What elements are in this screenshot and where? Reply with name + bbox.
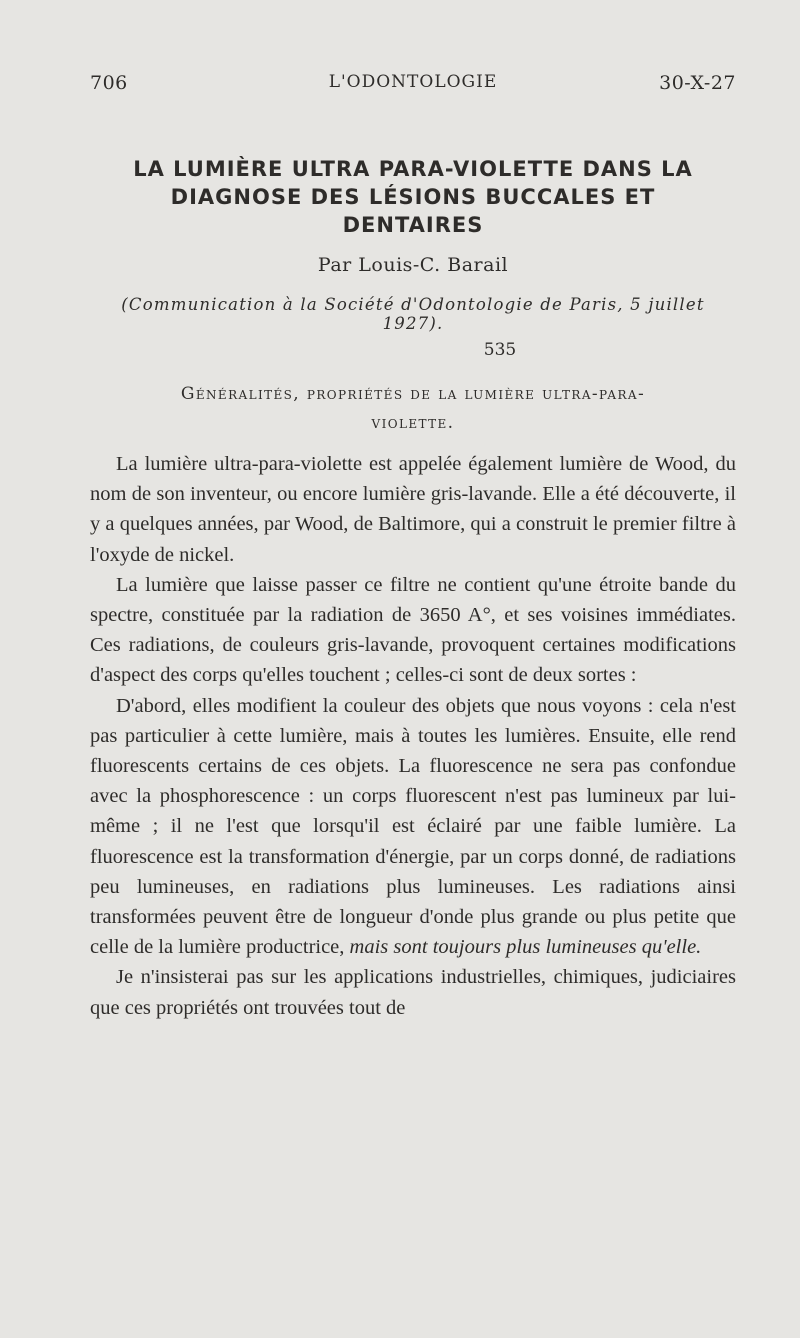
communication-note: (Communication à la Société d'Odontologie de Paris, 5 juillet 1927). <box>121 295 705 333</box>
issue-date: 30-X-27 <box>659 72 736 94</box>
paragraph-text: Je n'insisterai pas sur les applications industrielles, chimiques, judiciaires que ces propriétés ont trouvées tout de <box>90 966 736 1019</box>
section-heading-line-2: violette. <box>371 413 455 433</box>
paragraph-text: D'abord, elles modifient la couleur des objets que nous voyons : cela n'est pas particulier à cette lumière, mais à toutes les lumières. Ensuite, elle rend fluorescents certains de ces objets. La fluorescence ne sera pas confondue avec la phosphorescence : un corps fluorescent n'est pas lumineux par lui-même ; il ne l'est que lorsqu'il est éclairé par une faible lumière. La fluorescence est la transformation d'énergie, par un corps donné, de radiations peu lumineuses, en radiations plus lumineuses. Les radiations ainsi transformées peuvent être de longueur d'onde plus grande ou plus petite que celle de la lumière productrice, <box>90 694 736 959</box>
author-line: Par Louis-C. Barail <box>317 254 509 276</box>
section-heading-line-1: Généralités, propriétés de la lumière ultra-para- <box>180 384 646 404</box>
paragraph <box>90 449 736 570</box>
paragraph <box>90 570 736 691</box>
running-header <box>90 72 736 100</box>
title-line-1: LA LUMIÈRE ULTRA PARA-VIOLETTE DANS LA <box>133 157 693 181</box>
section-heading <box>90 380 736 438</box>
paragraph-text: La lumière ultra-para-violette est appelée également lumière de Wood, du nom de son inventeur, ou encore lumière gris-lavande. Elle a été découverte, il y a quelques années, par Wood, de Baltimore, qui a construit le premier filtre à l'oxyde de nickel. <box>90 453 736 566</box>
article-title <box>90 155 736 239</box>
title-line-3: DENTAIRES <box>342 213 484 237</box>
journal-title: L'ODONTOLOGIE <box>328 72 498 92</box>
page-number: 706 <box>90 72 128 94</box>
paragraph <box>90 962 736 1022</box>
paragraph-text: La lumière que laisse passer ce filtre ne contient qu'une étroite bande du spectre, constituée par la radiation de 3650 A°, et ses voisines immédiates. Ces radiations, de couleurs gris-lavande, provoquent certaines modifications d'aspect des corps qu'elles touchent ; celles-ci sont de deux sortes : <box>90 573 736 687</box>
title-line-2: DIAGNOSE DES LÉSIONS BUCCALES ET <box>170 185 656 209</box>
paragraph <box>90 691 736 963</box>
paragraph-italic-text: mais sont toujours plus lumineuses qu'elle. <box>349 936 702 959</box>
article-body <box>90 449 736 1023</box>
classification-code: 535 <box>483 340 517 360</box>
